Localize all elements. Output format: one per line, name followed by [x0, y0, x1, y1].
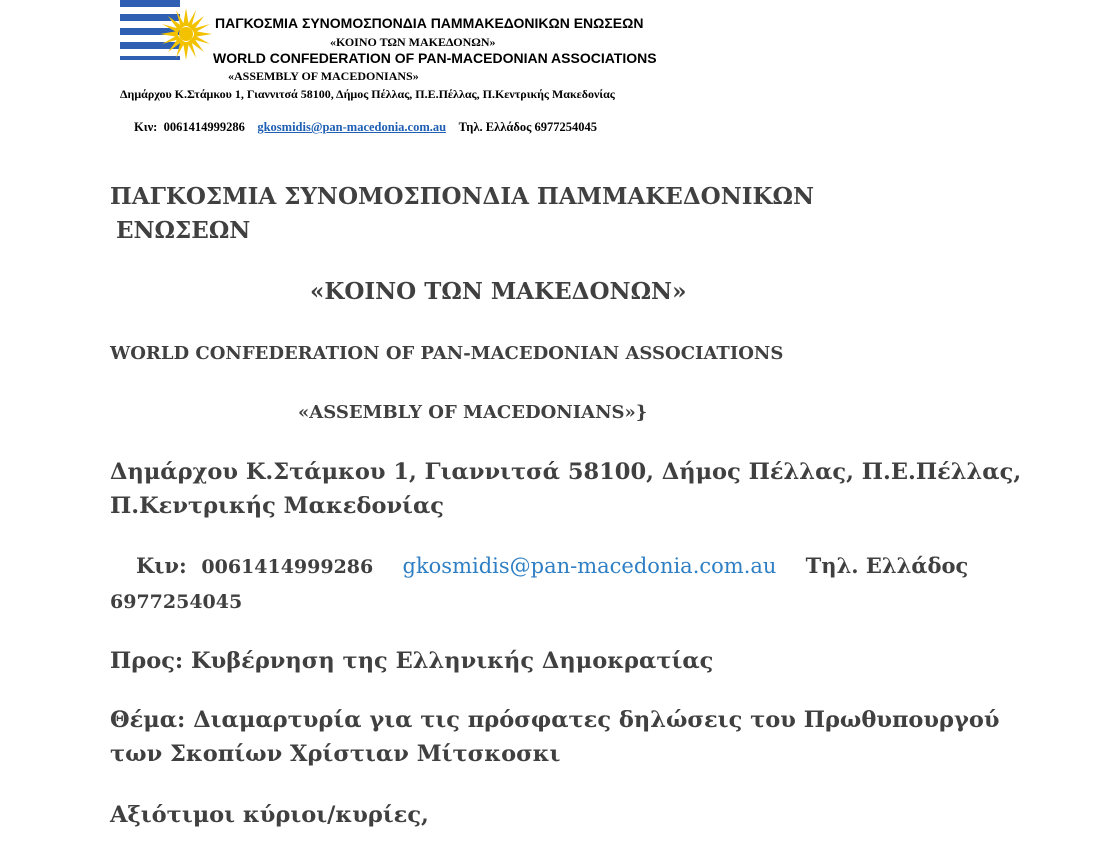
salutation: Αξιότιμοι κύριοι/κυρίες, [110, 802, 429, 828]
letterhead-mobile-label: Κιν: [134, 120, 158, 134]
org-english: WORLD CONFEDERATION OF PAN-MACEDONIAN ASSOCIATIONS [110, 343, 784, 364]
subject-line1: Θέμα: Διαμαρτυρία για τις πρόσφατες δηλώσεις του Πρωθυπουργού [110, 707, 1000, 733]
letterhead-contact-line [134, 120, 597, 135]
vergina-sun-flag-logo [120, 0, 212, 60]
org-greek-subtitle: «ΚΟΙΝΟ ΤΩΝ ΜΑΚΕΔΟΝΩΝ» [310, 278, 687, 305]
letterhead-org-greek-sub: «ΚΟΙΝΟ ΤΩΝ ΜΑΚΕΔΟΝΩΝ» [330, 35, 496, 49]
email-link[interactable]: gkosmidis@pan-macedonia.com.au [402, 554, 777, 578]
phone-label: Τηλ. Ελλάδος [805, 553, 969, 578]
mobile-number: 0061414999286 [201, 556, 374, 578]
letterhead-org-greek: ΠΑΓΚΟΣΜΙΑ ΣΥΝΟΜΟΣΠΟΝΔΙΑ ΠΑΜΜΑΚΕΔΟΝΙΚΩΝ ΕΝΩΣΕΩΝ [215, 15, 644, 31]
mobile-label: Κιν: [136, 553, 187, 578]
letterhead-address: Δημάρχου Κ.Στάμκου 1, Γιαννιτσά 58100, Δήμος Πέλλας, Π.Ε.Πέλλας, Π.Κεντρικής Μακεδονίας [120, 87, 615, 101]
recipient: Προς: Κυβέρνηση της Ελληνικής Δημοκρατίας [110, 648, 714, 674]
subject-line2: των Σκοπίων Χρίστιαν Μίτσκοσκι [110, 741, 561, 767]
address-line2: Π.Κεντρικής Μακεδονίας [110, 493, 444, 519]
letterhead-phone: 6977254045 [534, 120, 598, 134]
letterhead-mobile: 0061414999286 [163, 120, 245, 134]
address-line1: Δημάρχου Κ.Στάμκου 1, Γιαννιτσά 58100, Δήμος Πέλλας, Π.Ε.Πέλλας, [110, 459, 1022, 485]
phone-number: 6977254045 [110, 591, 243, 613]
letterhead-email-link[interactable]: gkosmidis@pan-macedonia.com.au [257, 120, 447, 134]
contact-line [136, 553, 968, 578]
org-english-subtitle: «ASSEMBLY OF MACEDONIANS»} [298, 402, 648, 423]
org-greek-line2: ΕΝΩΣΕΩΝ [116, 217, 251, 244]
letterhead-org-english-sub: «ASSEMBLY OF MACEDONIANS» [228, 69, 419, 83]
letterhead-phone-label: Τηλ. Ελλάδος [458, 120, 532, 134]
letterhead-org-english: WORLD CONFEDERATION OF PAN-MACEDONIAN ASSOCIATIONS [213, 50, 657, 66]
org-greek-line1: ΠΑΓΚΟΣΜΙΑ ΣΥΝΟΜΟΣΠΟΝΔΙΑ ΠΑΜΜΑΚΕΔΟΝΙΚΩΝ [110, 183, 814, 210]
